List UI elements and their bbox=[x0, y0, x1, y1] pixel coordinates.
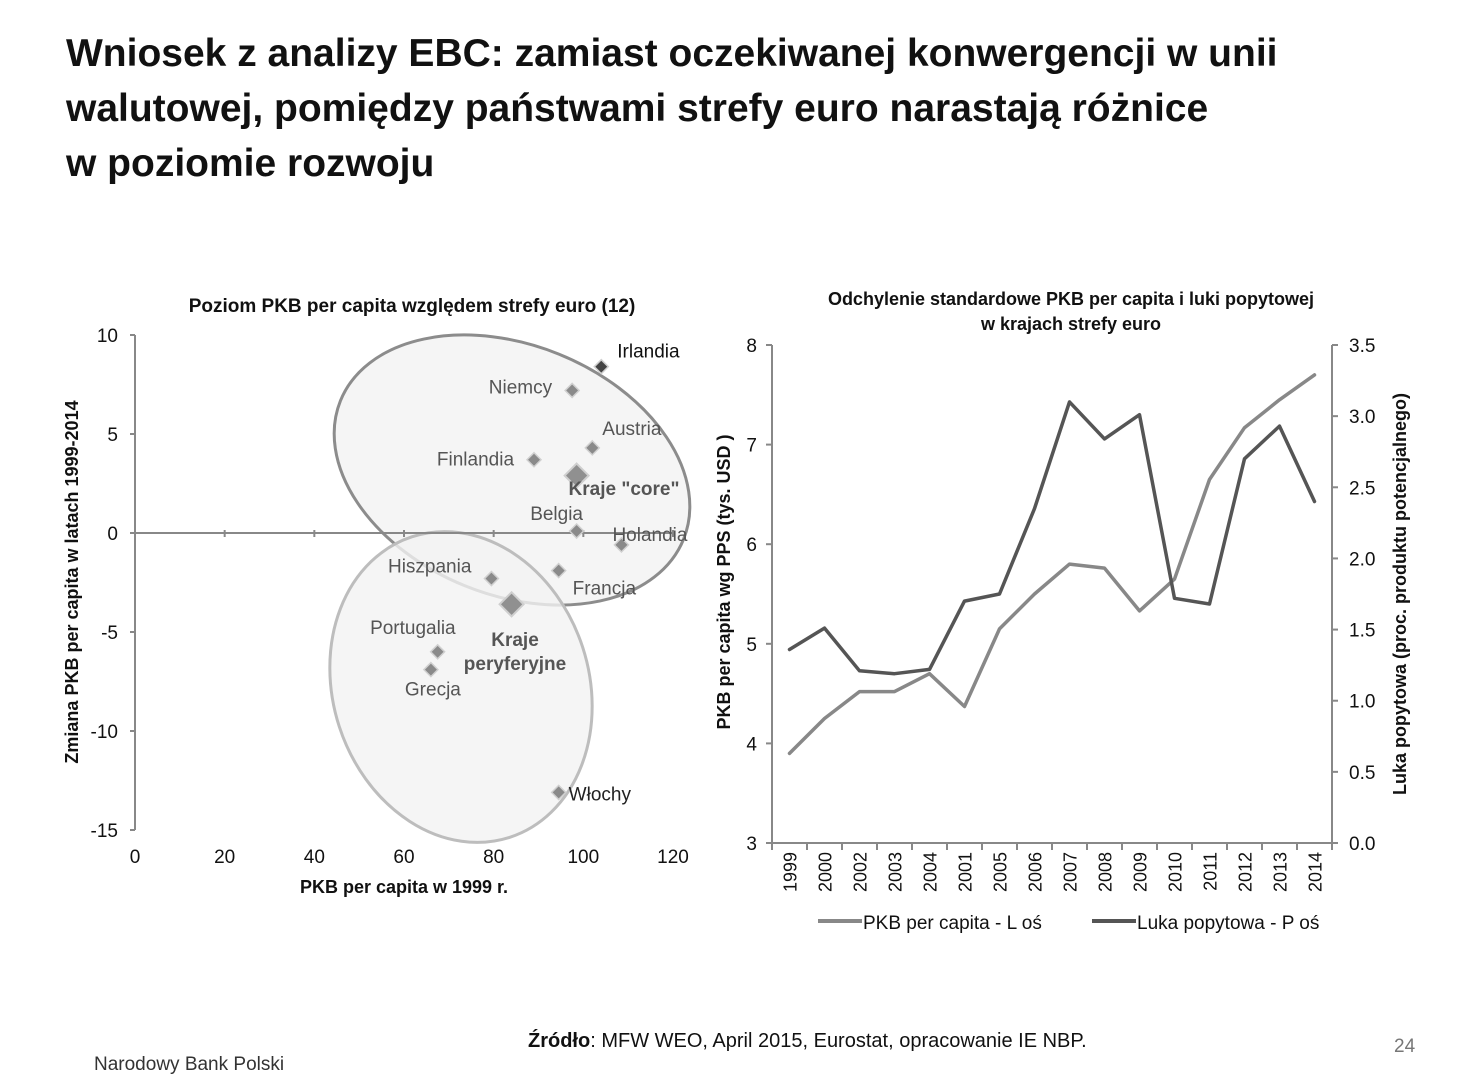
core-group-label: Kraje "core" bbox=[568, 479, 680, 500]
scatter-point-label-niemcy: Niemcy bbox=[488, 377, 553, 399]
scatter-point-label-finlandia: Finlandia bbox=[436, 449, 515, 471]
line-right-tick-label: 1.0 bbox=[1349, 691, 1376, 713]
footer-organization: Narodowy Bank Polski bbox=[94, 1054, 285, 1075]
line-x-tick-label: 2011 bbox=[1200, 852, 1221, 891]
line-left-tick-label: 3 bbox=[746, 834, 757, 855]
scatter-y-tick-label: -5 bbox=[101, 623, 118, 644]
line-right-tick-label: 1.5 bbox=[1349, 620, 1376, 642]
line-x-tick-label: 2014 bbox=[1305, 852, 1326, 893]
scatter-point-label-holandia: Holandia bbox=[612, 524, 688, 546]
line-x-tick-label: 2003 bbox=[885, 852, 906, 893]
scatter-point-label-francja: Francja bbox=[572, 578, 637, 600]
scatter-x-tick-label: 0 bbox=[129, 847, 141, 868]
scatter-y-tick-label: 10 bbox=[96, 326, 118, 347]
scatter-y-tick-label: -15 bbox=[90, 821, 118, 842]
line-x-tick-label: 2001 bbox=[955, 852, 976, 893]
line-x-tick-label: 2000 bbox=[815, 852, 836, 893]
scatter-x-axis-label: PKB per capita w 1999 r. bbox=[299, 877, 509, 897]
source-text: : MFW WEO, April 2015, Eurostat, opracowanie IE NBP. bbox=[590, 1030, 1087, 1052]
line-right-tick-label: 3.5 bbox=[1349, 336, 1376, 357]
scatter-point-label-belgia: Belgia bbox=[530, 504, 584, 526]
scatter-y-tick-label: 5 bbox=[107, 425, 118, 446]
line-left-tick-label: 8 bbox=[746, 336, 757, 357]
scatter-x-tick-label: 60 bbox=[393, 847, 415, 868]
line-right-axis-label: Luka popytowa (proc. produktu potencjalnego) bbox=[1390, 392, 1410, 796]
legend-label-luka: Luka popytowa - P oś bbox=[1137, 913, 1320, 934]
line-right-tick-label: 2.0 bbox=[1349, 549, 1376, 571]
line-left-tick-label: 4 bbox=[746, 734, 757, 756]
scatter-x-tick-label: 20 bbox=[214, 847, 236, 868]
slide-title-line-1: Wniosek z analizy EBC: zamiast oczekiwanej konwergencji w unii bbox=[66, 32, 1278, 75]
scatter-x-tick-label: 100 bbox=[567, 847, 600, 868]
line-right-tick-label: 3.0 bbox=[1349, 407, 1376, 429]
line-x-tick-label: 2012 bbox=[1235, 852, 1256, 893]
line-x-tick-label: 2010 bbox=[1165, 852, 1186, 893]
line-right-tick-label: 2.5 bbox=[1349, 478, 1376, 500]
slide-title-line-3: w poziomie rozwoju bbox=[66, 142, 435, 185]
line-left-axis-label: PKB per capita wg PPS (tys. USD ) bbox=[714, 434, 734, 730]
page-number: 24 bbox=[1394, 1036, 1416, 1057]
source-label: Źródło bbox=[528, 1030, 591, 1052]
line-x-tick-label: 2005 bbox=[990, 852, 1011, 893]
line-chart-title-line-2: w krajach strefy euro bbox=[980, 314, 1162, 334]
line-left-tick-label: 5 bbox=[746, 634, 757, 656]
scatter-point-label-portugalia: Portugalia bbox=[370, 617, 456, 639]
scatter-point-label-austria: Austria bbox=[602, 418, 662, 440]
line-x-tick-label: 2004 bbox=[920, 852, 941, 893]
periphery-group-label-line-2: peryferyjne bbox=[463, 654, 567, 675]
scatter-x-tick-label: 40 bbox=[303, 847, 325, 868]
scatter-point-label-grecja: Grecja bbox=[404, 679, 461, 701]
slide-title-line-2: walutowej, pomiędzy państwami strefy euro narastają różnice bbox=[66, 87, 1209, 130]
line-right-tick-label: 0.5 bbox=[1349, 762, 1376, 784]
line-left-tick-label: 7 bbox=[746, 435, 757, 457]
scatter-y-axis-label: Zmiana PKB per capita w latach 1999-2014 bbox=[62, 400, 82, 764]
scatter-chart-title: Poziom PKB per capita względem strefy euro (12) bbox=[188, 296, 636, 317]
line-x-tick-label: 2006 bbox=[1025, 852, 1046, 893]
scatter-point-label-hiszpania: Hiszpania bbox=[387, 556, 472, 578]
line-x-tick-label: 2007 bbox=[1060, 852, 1081, 893]
scatter-x-tick-label: 80 bbox=[483, 847, 505, 868]
line-left-tick-label: 6 bbox=[746, 535, 757, 557]
line-x-tick-label: 2013 bbox=[1270, 852, 1291, 893]
series-line-pkb bbox=[790, 375, 1315, 754]
line-chart-title-line-1: Odchylenie standardowe PKB per capita i luki popytowej bbox=[827, 289, 1315, 309]
line-right-tick-label: 0.0 bbox=[1349, 834, 1376, 855]
source-note bbox=[528, 1030, 1087, 1053]
scatter-y-tick-label: -10 bbox=[90, 722, 118, 743]
line-x-tick-label: 2009 bbox=[1130, 852, 1151, 893]
line-x-tick-label: 2002 bbox=[850, 852, 871, 893]
periphery-group-label-line-1: Kraje bbox=[491, 630, 539, 651]
scatter-x-tick-label: 120 bbox=[657, 847, 689, 868]
scatter-point-label-irlandia: Irlandia bbox=[617, 341, 680, 363]
legend-label-pkb: PKB per capita - L oś bbox=[863, 913, 1042, 934]
scatter-point-label-w-ochy: Włochy bbox=[568, 784, 631, 806]
line-x-tick-label: 1999 bbox=[780, 852, 801, 893]
scatter-y-tick-label: 0 bbox=[107, 524, 118, 545]
line-x-tick-label: 2008 bbox=[1095, 852, 1116, 893]
